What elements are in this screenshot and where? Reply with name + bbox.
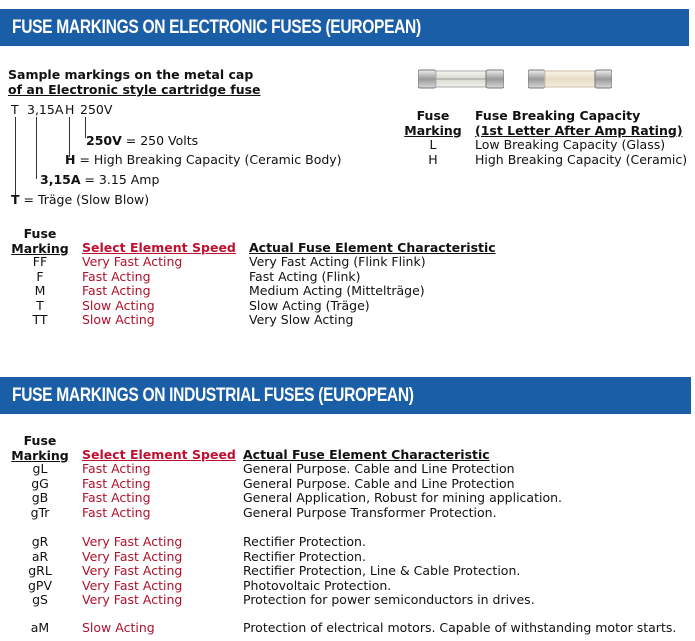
table-row: L (429, 137, 437, 152)
industrial-group1-markings (11, 462, 69, 520)
list-item: Very Slow Acting (249, 312, 354, 327)
speed-characteristics (249, 255, 426, 328)
speed-col-marking-header: Fuse Marking (11, 226, 69, 256)
list-item: T (36, 297, 44, 313)
legend-voltage: 250V = 250 Volts (86, 133, 199, 148)
list-item: Protection for power semiconductors in drives. (243, 592, 535, 607)
list-item: Rectifier Protection, Line & Cable Protection. (243, 563, 521, 578)
list-item: Medium Acting (Mittelträge) (249, 283, 425, 298)
marking-part-amp: 3,15A (27, 102, 64, 117)
marking-part-h: H (65, 102, 75, 117)
sample-caption-line2: of an Electronic style cartridge fuse (8, 82, 261, 97)
list-item: Very Fast Acting (82, 534, 183, 549)
connector-line-h (69, 117, 70, 157)
list-item: General Application, Robust for mining application. (243, 490, 563, 505)
list-item: Fast Acting (82, 475, 151, 491)
sample-caption-line1: Sample markings on the metal cap (8, 67, 254, 82)
list-item: gPV (27, 577, 53, 593)
industrial-col-speed-header: Select Element Speed (82, 447, 236, 462)
list-item: Fast Acting (Flink) (249, 268, 361, 284)
speed-col-speed-header: Select Element Speed (82, 240, 236, 255)
industrial-group1-descriptions (243, 462, 562, 520)
list-item: Slow Acting (82, 312, 155, 327)
speed-col-characteristic-header: Actual Fuse Element Characteristic (249, 240, 496, 255)
list-item: Slow Acting (82, 620, 155, 635)
marking-part-voltage: 250V (80, 102, 113, 117)
list-item: Rectifier Protection. (243, 534, 366, 549)
list-item: Protection of electrical motors. Capable of withstanding motor starts. (243, 620, 677, 635)
breaking-col-capacity-header: Fuse Breaking Capacity (1st Letter After Amp Rating) (475, 108, 683, 138)
industrial-col-marking-header: Fuse Marking (11, 433, 69, 463)
list-item: FF (32, 254, 48, 269)
industrial-col-characteristic-header: Actual Fuse Element Characteristic (243, 447, 490, 462)
list-item: Very Fast Acting (Flink Flink) (249, 254, 426, 269)
breaking-markings (404, 138, 462, 167)
glass-fuse-icon (418, 67, 504, 91)
connector-line-t (15, 117, 16, 198)
marking-part-t: T (11, 102, 19, 117)
list-item: Very Fast Acting (82, 577, 183, 593)
speed-markings (11, 255, 69, 328)
industrial-group1-speeds (82, 462, 151, 520)
electronic-banner: FUSE MARKINGS ON ELECTRONIC FUSES (EUROPEAN) (0, 9, 689, 46)
list-item: aM (30, 620, 50, 635)
list-item: Very Fast Acting (82, 254, 183, 269)
list-item: TT (32, 312, 48, 327)
list-item: General Purpose. Cable and Line Protection (243, 461, 515, 476)
list-item: gR (31, 534, 49, 549)
industrial-group2-markings (11, 535, 69, 608)
connector-line-amp (36, 117, 37, 179)
industrial-group3-descriptions (243, 621, 676, 636)
legend-h: H = High Breaking Capacity (Ceramic Body) (65, 152, 342, 167)
speed-values (82, 255, 182, 328)
list-item: Very Fast Acting (82, 563, 183, 578)
list-item: General Purpose Transformer Protection. (243, 504, 497, 520)
table-row: High Breaking Capacity (Ceramic) (475, 151, 688, 167)
list-item: gTr (30, 504, 50, 520)
list-item: Slow Acting (Träge) (249, 297, 370, 313)
industrial-group3-speeds (82, 621, 155, 636)
industrial-group3-markings (11, 621, 69, 636)
legend-amp: 3,15A = 3.15 Amp (40, 172, 160, 187)
list-item: Rectifier Protection. (243, 548, 366, 564)
industrial-group2-descriptions (243, 535, 535, 608)
list-item: gRL (28, 563, 52, 578)
list-item: Slow Acting (82, 297, 155, 313)
list-item: gL (32, 461, 48, 476)
list-item: Fast Acting (82, 283, 151, 298)
ceramic-fuse-icon (528, 67, 612, 91)
legend-t: T = Träge (Slow Blow) (11, 192, 150, 207)
industrial-banner: FUSE MARKINGS ON INDUSTRIAL FUSES (EUROPEAN) (0, 377, 691, 414)
list-item: Fast Acting (82, 268, 151, 284)
industrial-group2-speeds (82, 535, 182, 608)
list-item: gG (31, 475, 49, 491)
list-item: Fast Acting (82, 504, 151, 520)
breaking-descriptions (475, 138, 687, 167)
table-row: H (428, 151, 438, 167)
list-item: Very Fast Acting (82, 548, 183, 564)
list-item: Fast Acting (82, 490, 151, 505)
table-row: Low Breaking Capacity (Glass) (475, 137, 666, 152)
list-item: M (34, 283, 46, 298)
list-item: Fast Acting (82, 461, 151, 476)
list-item: General Purpose. Cable and Line Protection (243, 475, 515, 491)
breaking-col-marking-header: Fuse Marking (404, 108, 462, 138)
list-item: aR (31, 548, 49, 564)
list-item: Photovoltaic Protection. (243, 577, 392, 593)
list-item: Very Fast Acting (82, 592, 183, 607)
list-item: gS (32, 592, 48, 607)
list-item: F (36, 268, 44, 284)
list-item: gB (31, 490, 49, 505)
